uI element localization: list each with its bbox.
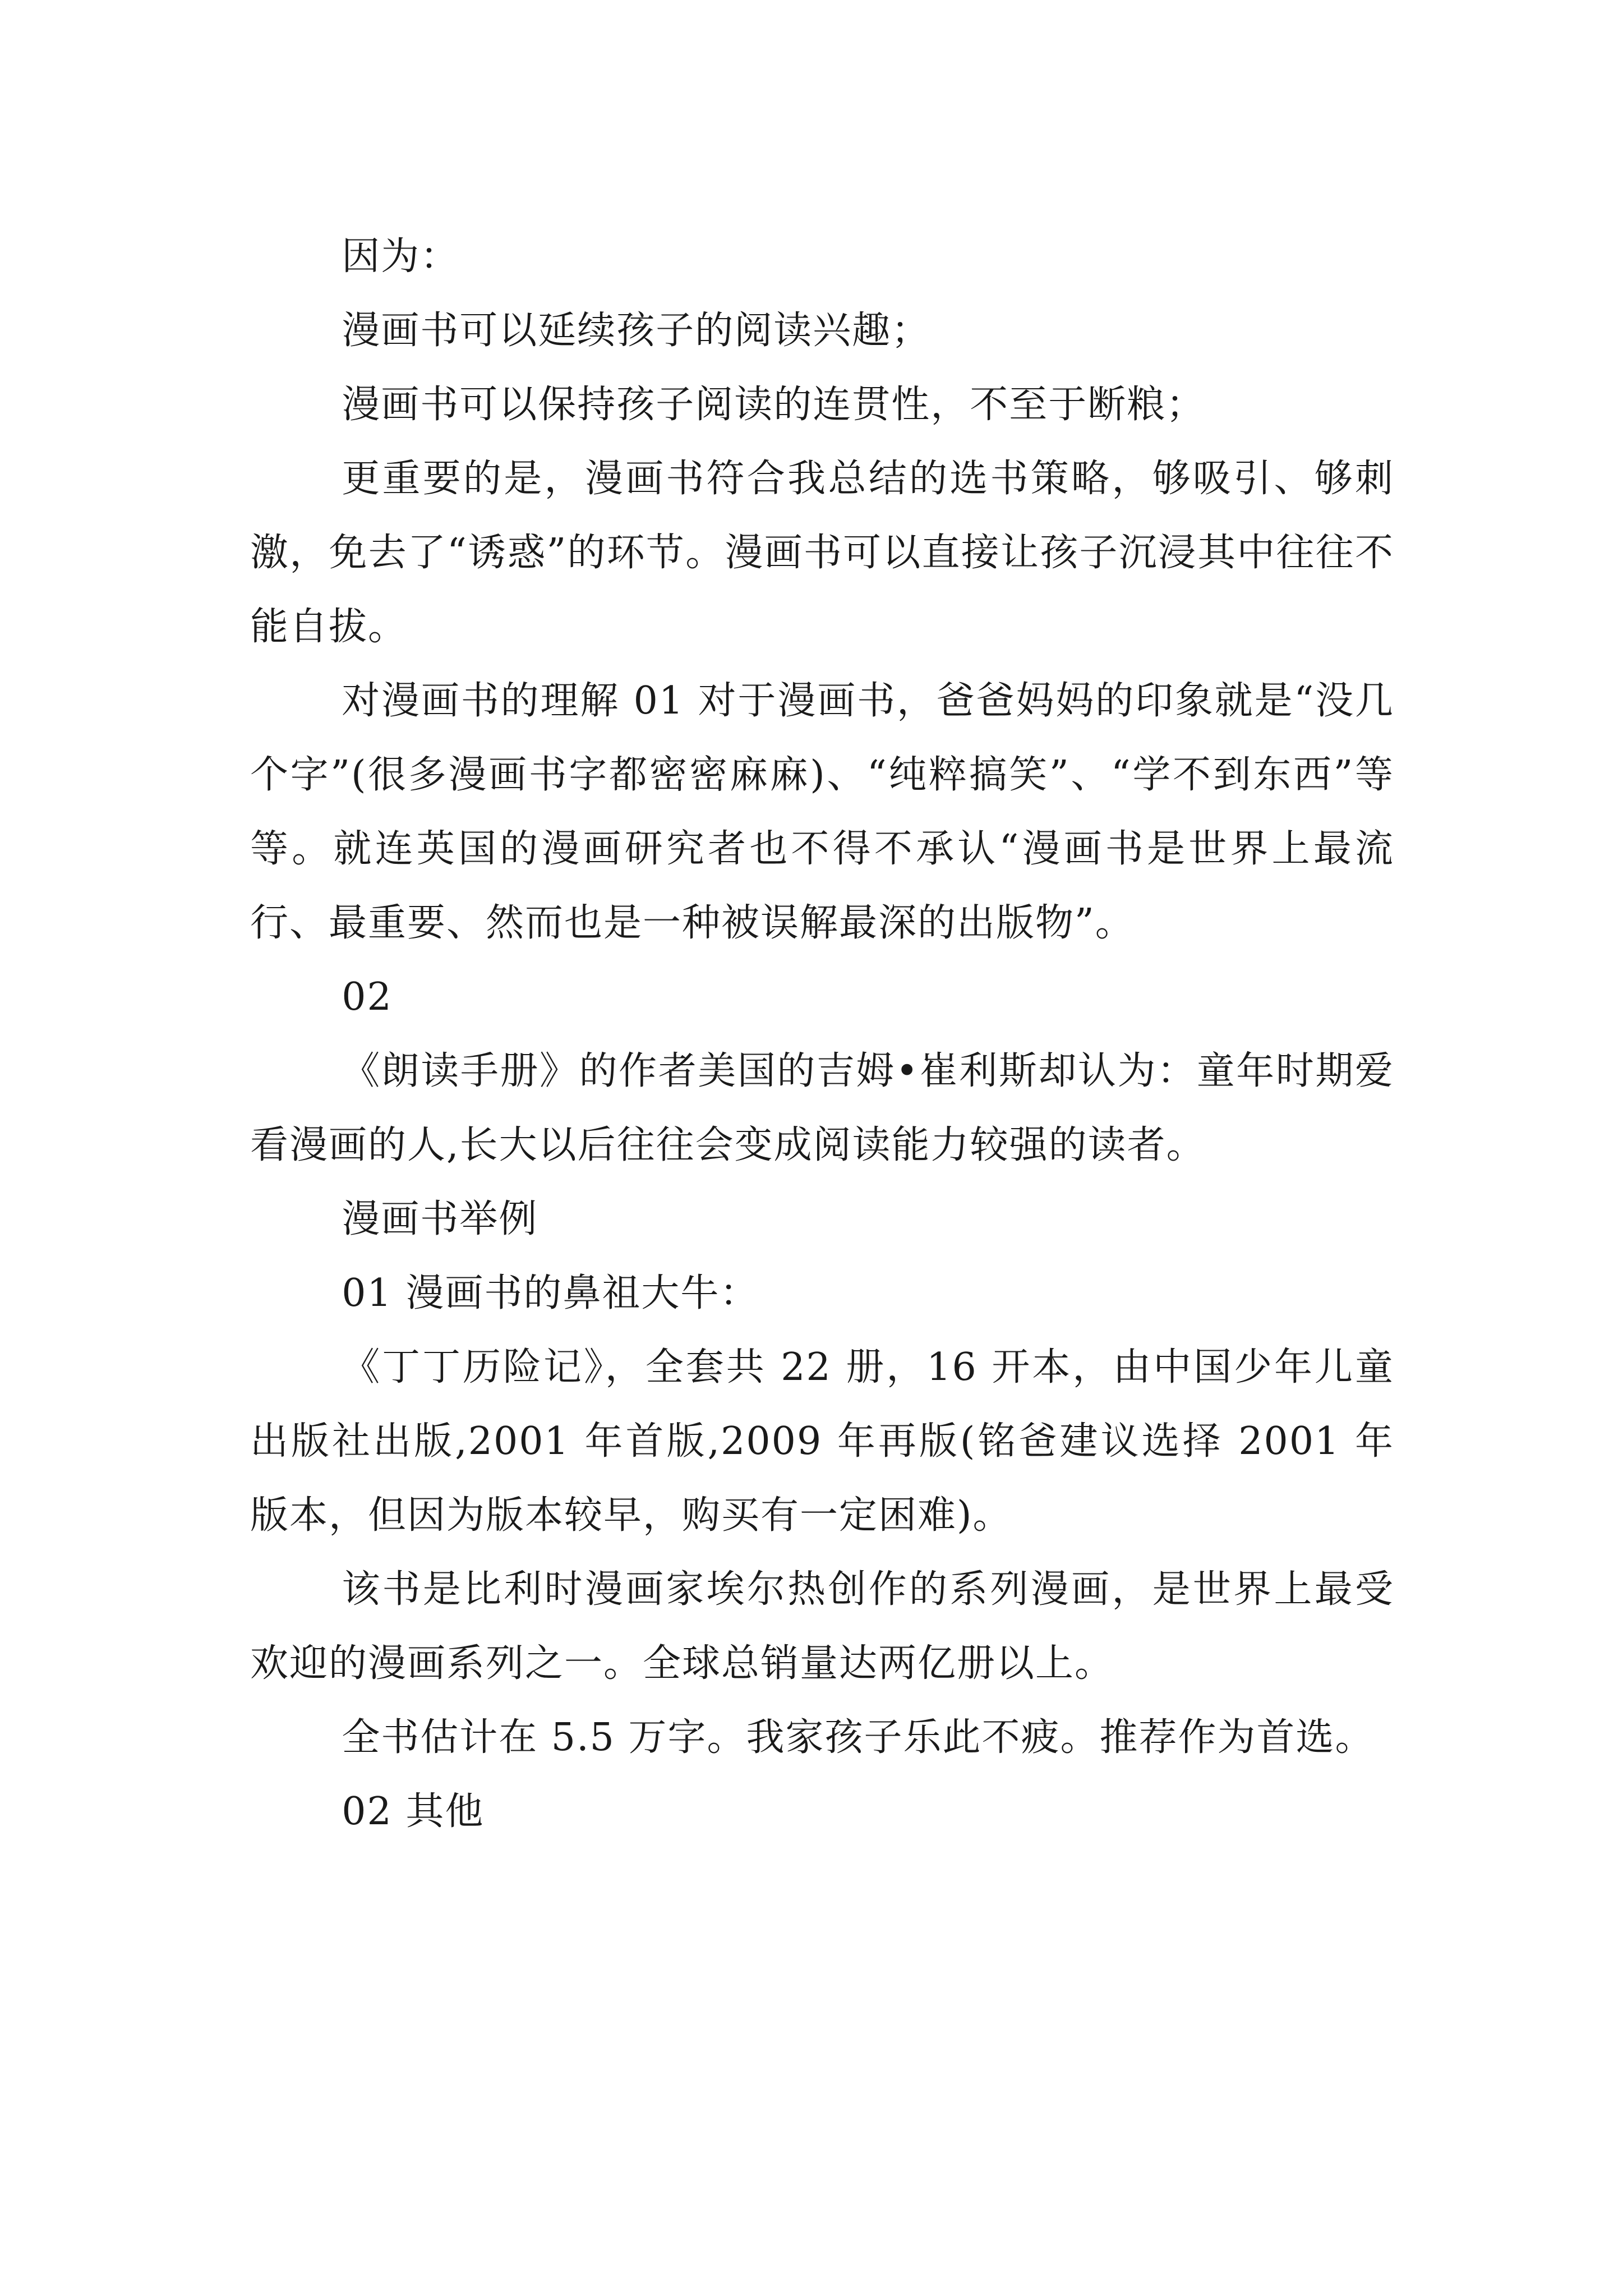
paragraph-tintin-recommendation: 全书估计在 5.5 万字。我家孩子乐此不疲。推荐作为首选。 [342, 1715, 1375, 1760]
paragraph-selection-strategy: 更重要的是，漫画书符合我总结的选书策略，够吸引、够刺激，免去了“诱惑”的环节。漫画书可以直接让孩子沉浸其中往往不能自拔。 [250, 457, 1394, 649]
paragraph-tintin-about: 该书是比利时漫画家埃尔热创作的系列漫画，是世界上最受欢迎的漫画系列之一。全球总销量达两亿册以上。 [250, 1567, 1394, 1686]
paragraph-reading-interest: 漫画书可以延续孩子的阅读兴趣； [342, 309, 931, 353]
document-body [250, 220, 1394, 1849]
paragraph-section-02: 02 [342, 975, 393, 1019]
paragraph-understanding-comics: 对漫画书的理解 01 对于漫画书，爸爸妈妈的印象就是“没几个字”(很多漫画书字都密密麻麻)、“纯粹搞笑”、“学不到东西”等等。就连英国的漫画研究者也不得不承认“漫画书是世界上最流行、最重要、然而也是一种被误解最深的出版物”。 [250, 679, 1395, 945]
paragraph-example-02-heading: 02 其他 [342, 1789, 485, 1834]
paragraph-read-aloud-handbook: 《朗读手册》的作者美国的吉姆•崔利斯却认为：童年时期爱看漫画的人,长大以后往往会变成阅读能力较强的读者。 [250, 1049, 1394, 1167]
paragraph-comic-examples-heading: 漫画书举例 [342, 1197, 538, 1241]
paragraph-example-01-heading: 01 漫画书的鼻祖大牛： [342, 1271, 759, 1315]
paragraph-reading-continuity: 漫画书可以保持孩子阅读的连贯性，不至于断粮； [342, 383, 1206, 427]
paragraph-because: 因为： [342, 234, 460, 279]
paragraph-tintin-edition: 《丁丁历险记》，全套共 22 册，16 开本，由中国少年儿童出版社出版,2001 年首版,2009 年再版(铭爸建议选择 2001 年版本，但因为版本较早，购买有一定困难)。 [250, 1345, 1394, 1538]
